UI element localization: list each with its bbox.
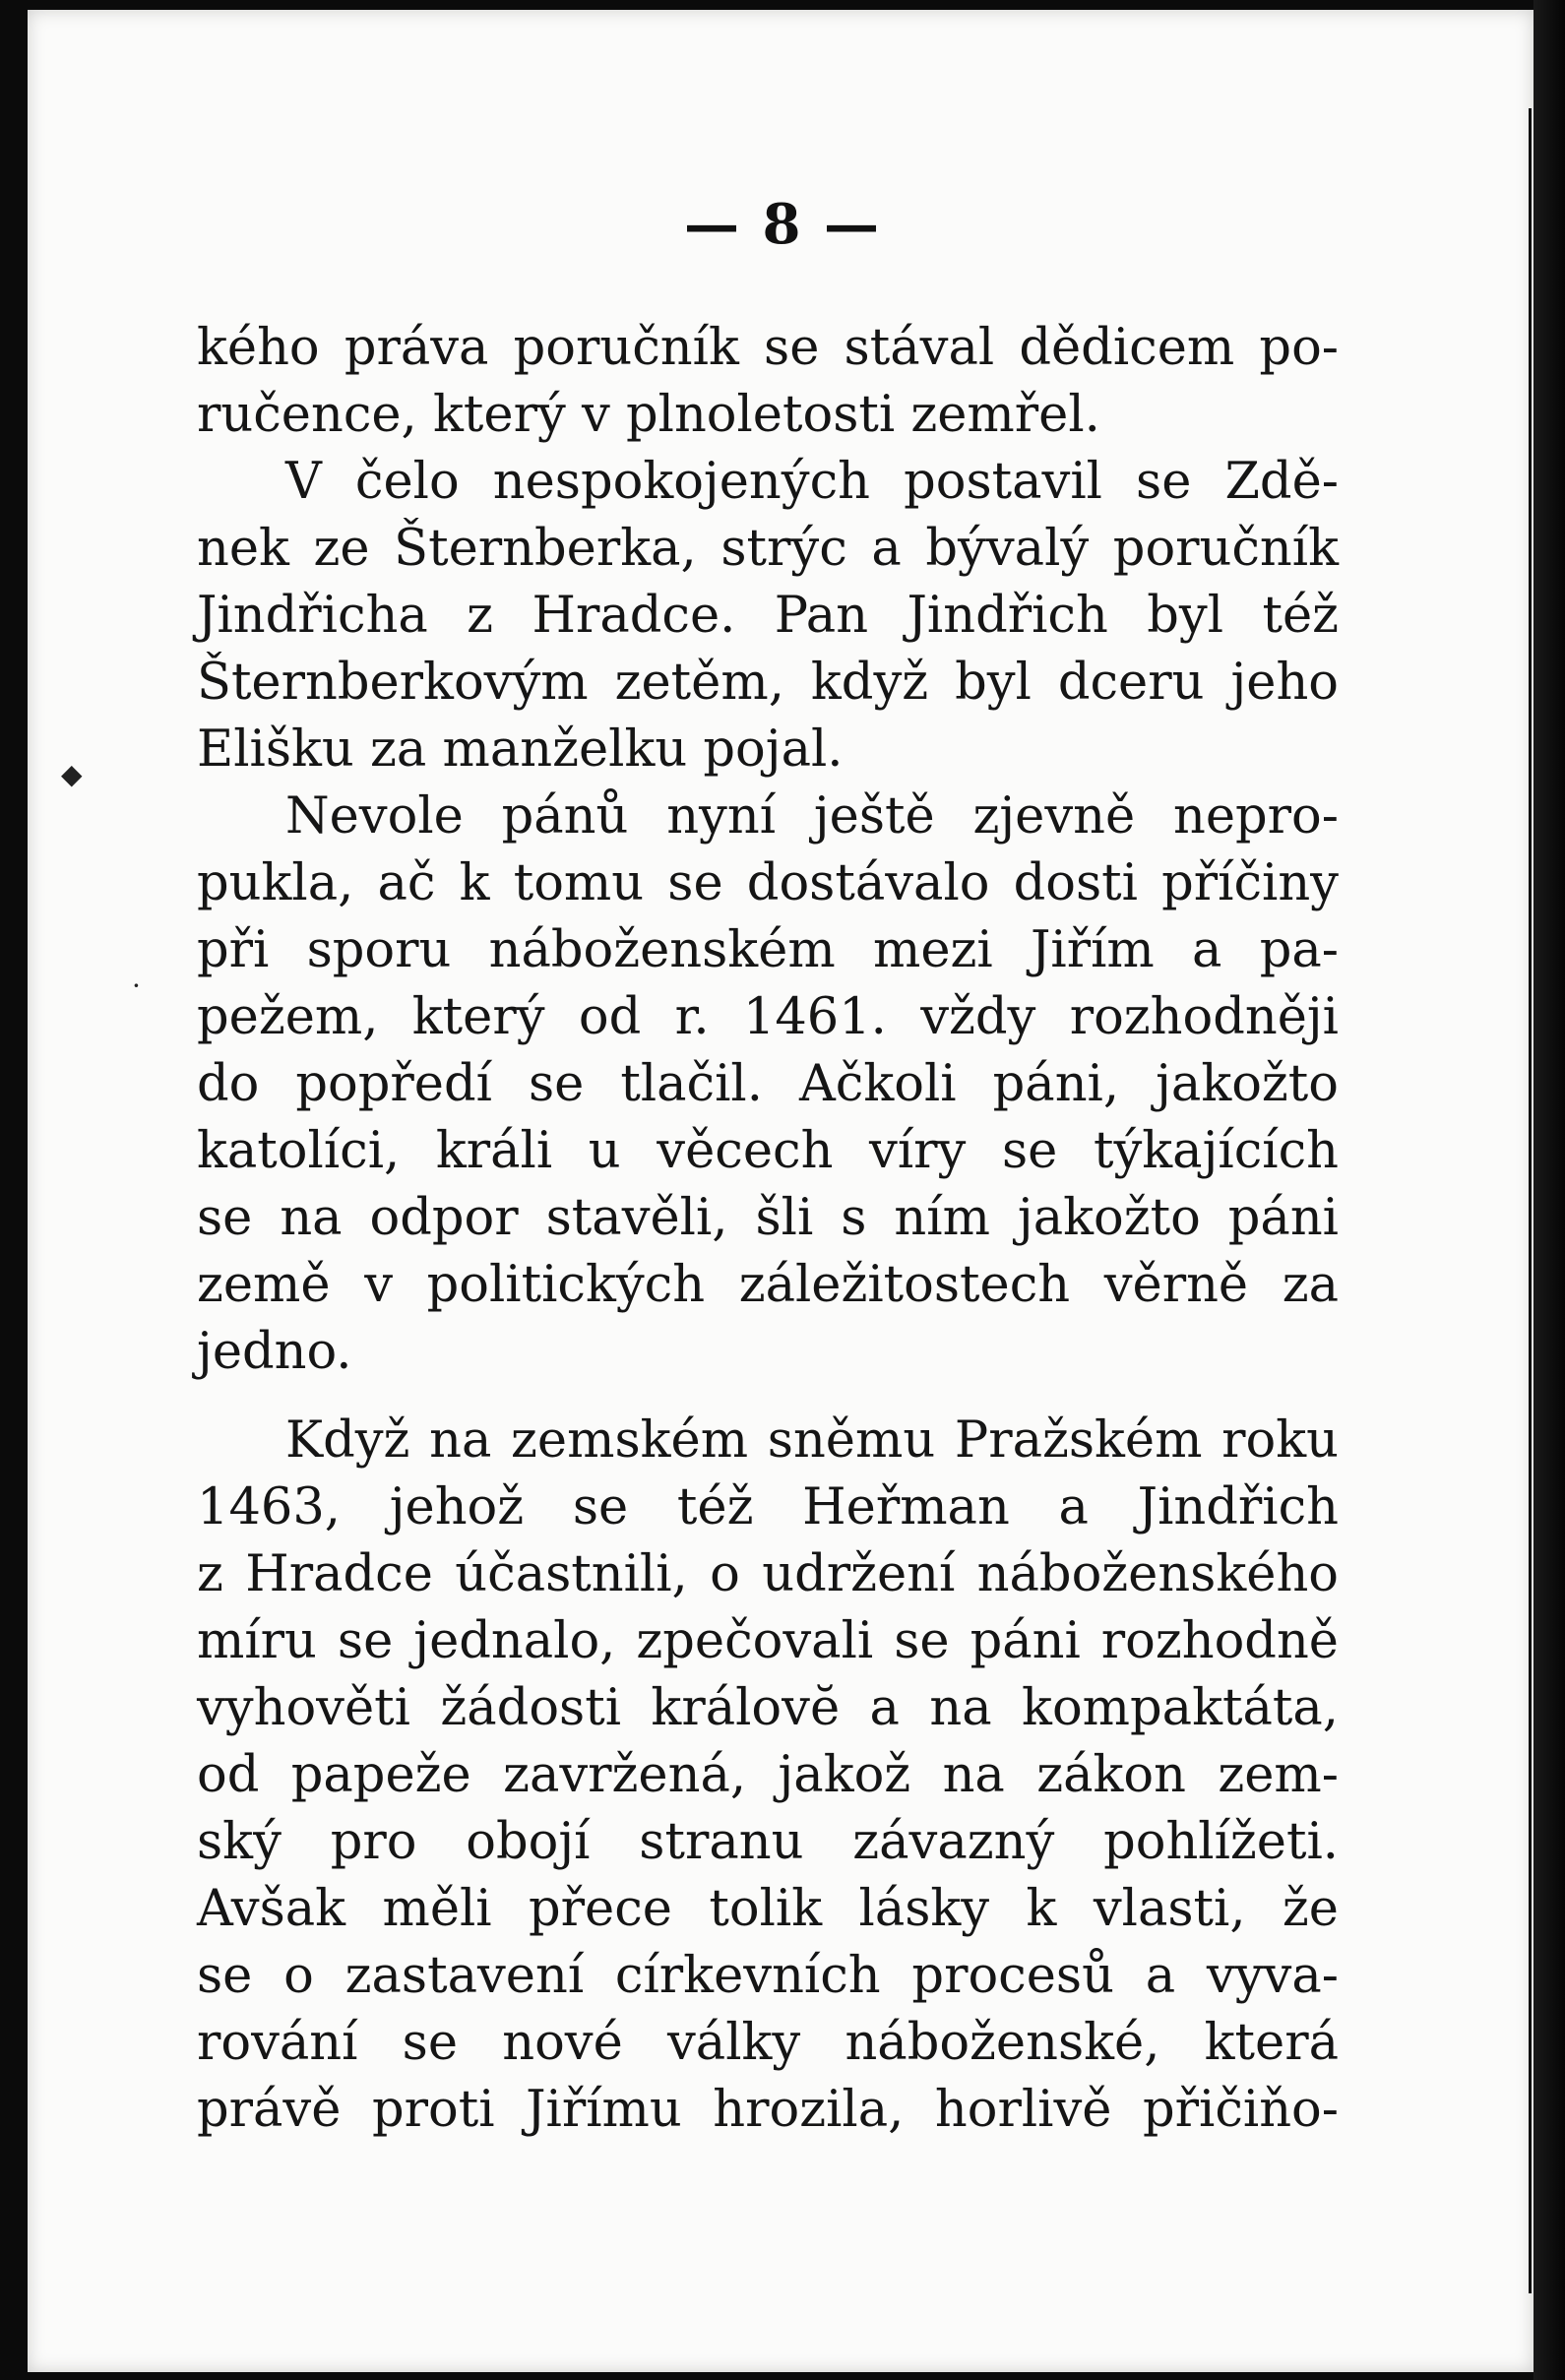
page-number: — 8 — [684, 192, 881, 257]
text-line: rování se nové války náboženské, která [197, 2014, 1339, 2072]
text-line: 1463, jehož se též Heřman a Jindřich [197, 1478, 1339, 1536]
text-line: z Hradce účastnili, o udržení náboženského [197, 1545, 1339, 1603]
text-line: země v politických záležitostech věrně za [197, 1256, 1339, 1314]
text-line: Když na zemském sněmu Pražském roku [285, 1411, 1339, 1470]
text-line: se o zastavení církevních procesů a vyva- [197, 1947, 1339, 2005]
text-line: Jindřicha z Hradce. Pan Jindřich byl též [197, 587, 1339, 645]
text-line: Nevole pánů nyní ještě zjevně nepro- [285, 787, 1339, 846]
text-line: od papeže zavržená, jakož na zákon zem- [197, 1746, 1339, 1804]
text-line: nek ze Šternberka, strýc a bývalý poručník [197, 520, 1339, 578]
text-line: se na odpor stavěli, šli s ním jakožto páni [197, 1189, 1339, 1247]
text-line: právě proti Jiřímu hrozila, horlivě přičiňo- [197, 2081, 1339, 2139]
text-line: Avšak měli přece tolik lásky k vlasti, že [197, 1880, 1339, 1938]
text-line: jedno. [197, 1323, 352, 1381]
text-line: ský pro obojí stranu závazný pohlížeti. [197, 1813, 1339, 1871]
paragraph-gap [197, 1386, 1339, 1408]
text-line: vyhověti žádosti královĕ a na kompaktáta, [197, 1679, 1339, 1737]
body-text [197, 315, 1339, 2144]
binding-edge [1529, 108, 1532, 2293]
text-line: ručence, který v plnoletosti zemřel. [197, 386, 1100, 444]
margin-dot: · [132, 970, 141, 1002]
text-line: při sporu náboženském mezi Jiřím a pa- [197, 921, 1339, 979]
text-line: kého práva poručník se stával dědicem po- [197, 319, 1339, 377]
text-line: pukla, ač k tomu se dostávalo dosti příčiny [197, 854, 1339, 912]
text-line: pežem, který od r. 1461. vždy rozhodněji [197, 988, 1339, 1046]
text-line: do popředí se tlačil. Ačkoli páni, jakožto [197, 1055, 1339, 1113]
text-line: katolíci, králi u věcech víry se týkajících [197, 1122, 1339, 1180]
text-line: míru se jednalo, zpečovali se páni rozhodně [197, 1612, 1339, 1670]
text-line: Šternberkovým zetěm, když byl dceru jeho [197, 654, 1339, 712]
page-right-edge [1534, 0, 1565, 2380]
margin-mark: ◆ [61, 758, 83, 790]
text-line: V čelo nespokojených postavil se Zdě- [285, 453, 1339, 511]
text-line: Elišku za manželku pojal. [197, 720, 844, 779]
